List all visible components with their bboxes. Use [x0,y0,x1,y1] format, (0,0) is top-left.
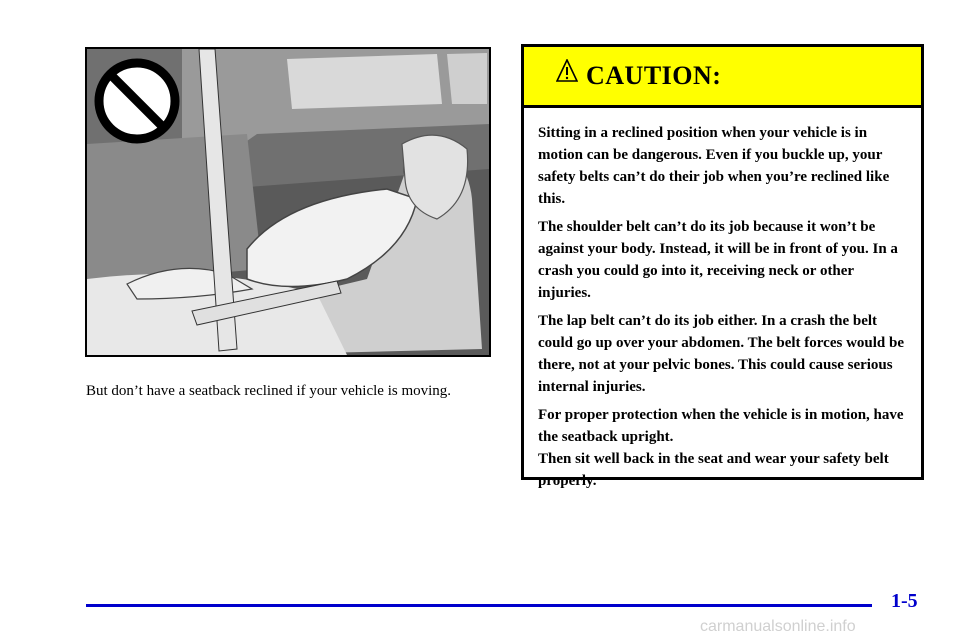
warning-triangle-icon [556,59,578,83]
body-text: But don’t have a seatback reclined if your vehicle is moving. [86,383,452,399]
footer-rule [86,604,872,607]
prohibition-icon [99,63,175,139]
page-number: 1-5 [891,590,918,612]
caution-paragraph: The shoulder belt can’t do its job because it won’t be against your body. Instead, it will be in front of you. In a crash you could go into it, receiving neck or other injuries. [538,219,898,301]
caution-paragraph: Sitting in a reclined position when your vehicle is in motion can be dangerous. Even if you buckle up, your safety belts can’t do their job when you’re reclined like this. [538,125,890,207]
caution-title: CAUTION: [586,61,722,90]
illustration-drawing [87,49,489,355]
caution-paragraph: The lap belt can’t do its job either. In a crash the belt could go up over your abdomen. The belt forces would be there, not at your pelvic bones. This could cause serious internal injuries. [538,313,905,395]
caution-body [524,108,921,492]
caution-paragraph: For proper protection when the vehicle is in motion, have the seatback upright. [538,407,904,445]
watermark: carmanualsonline.info [700,618,856,635]
reclined-seat-illustration [85,47,491,357]
caution-header [524,47,921,108]
caution-paragraph: Then sit well back in the seat and wear your safety belt properly. [538,451,889,489]
caution-box [521,44,924,489]
